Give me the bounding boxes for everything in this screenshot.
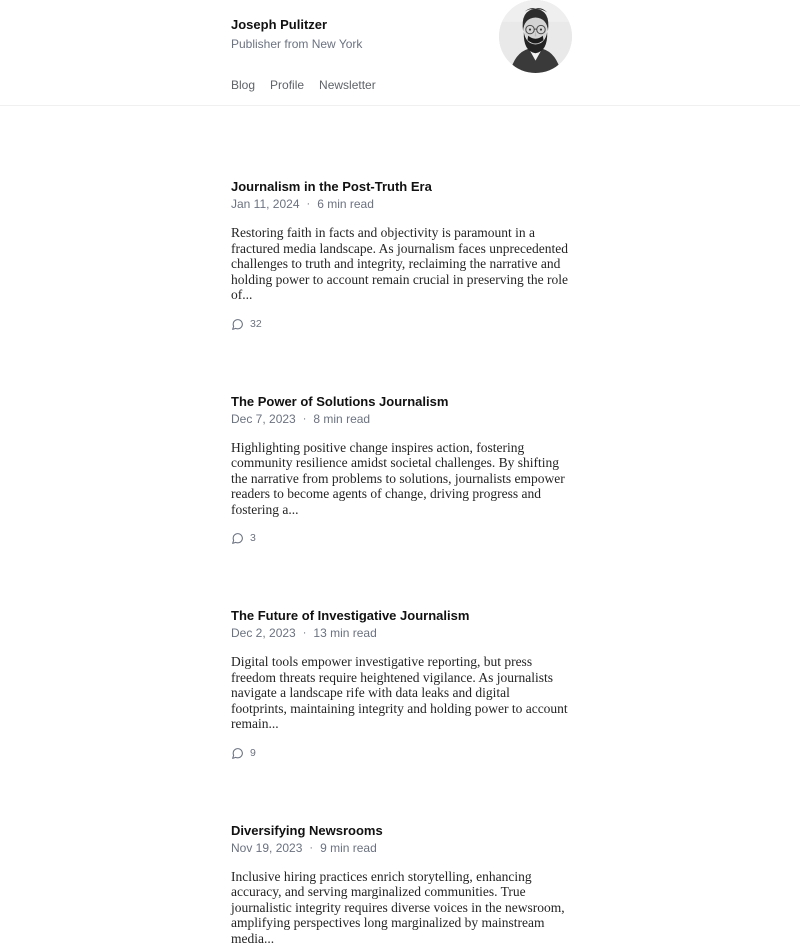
post-excerpt[interactable]: Digital tools empower investigative reporting, but press freedom threats require heightened vigilance. As journalists navigate a landscape rife with data leaks and digital footprints, maintaining integrity and holding power to account remain... — [231, 654, 569, 732]
header-nav — [231, 78, 569, 93]
post-date: Jan 11, 2024 — [231, 197, 300, 212]
post-read-time: 13 min read — [313, 626, 376, 641]
post-excerpt[interactable]: Highlighting positive change inspires action, fostering community resilience amidst societal challenges. By shifting the narrative from problems to solutions, journalists empower readers to become agents of change, driving progress and fostering a... — [231, 440, 569, 518]
nav-item-blog[interactable]: Blog — [231, 78, 255, 93]
post-item — [231, 179, 569, 336]
comments-button[interactable] — [231, 532, 256, 545]
post-read-time: 8 min read — [313, 412, 370, 427]
comment-count: 9 — [250, 747, 256, 760]
post-read-time: 6 min read — [317, 197, 374, 212]
comments-button[interactable] — [231, 747, 256, 760]
comment-icon — [231, 532, 244, 545]
post-meta — [231, 412, 569, 427]
post-list — [231, 106, 569, 946]
post-title[interactable]: The Future of Investigative Journalism — [231, 608, 569, 623]
comment-count: 3 — [250, 532, 256, 545]
meta-separator: · — [307, 197, 311, 212]
profile-subtitle: Publisher from New York — [231, 37, 569, 52]
post-excerpt[interactable]: Restoring faith in facts and objectivity is paramount in a fractured media landscape. As journalism faces unprecedented challenges to truth and integrity, reclaiming the narrative and holding power to account remain crucial in preserving the role of... — [231, 225, 569, 303]
comments-button[interactable] — [231, 318, 262, 331]
avatar — [499, 0, 572, 73]
post-meta — [231, 197, 569, 212]
comment-icon — [231, 318, 244, 331]
meta-separator: · — [309, 841, 313, 856]
nav-item-newsletter[interactable]: Newsletter — [319, 78, 376, 93]
post-excerpt[interactable]: Inclusive hiring practices enrich storytelling, enhancing accuracy, and serving marginalized communities. True journalistic integrity requires diverse voices in the newsroom, amplifying perspectives long marginalized by mainstream media... — [231, 869, 569, 946]
post-date: Dec 7, 2023 — [231, 412, 296, 427]
post-date: Nov 19, 2023 — [231, 841, 302, 856]
post-item — [231, 394, 569, 551]
post-read-time: 9 min read — [320, 841, 377, 856]
portrait-photo-icon — [499, 0, 572, 73]
post-title[interactable]: The Power of Solutions Journalism — [231, 394, 569, 409]
post-item — [231, 608, 569, 765]
profile-header — [0, 0, 800, 106]
comment-count: 32 — [250, 318, 262, 331]
post-item — [231, 823, 569, 946]
comment-icon — [231, 747, 244, 760]
nav-item-profile[interactable]: Profile — [270, 78, 304, 93]
post-date: Dec 2, 2023 — [231, 626, 296, 641]
meta-separator: · — [303, 412, 307, 427]
meta-separator: · — [303, 626, 307, 641]
profile-name: Joseph Pulitzer — [231, 17, 569, 33]
post-meta — [231, 841, 569, 856]
post-title[interactable]: Diversifying Newsrooms — [231, 823, 569, 838]
post-title[interactable]: Journalism in the Post-Truth Era — [231, 179, 569, 194]
post-meta — [231, 626, 569, 641]
